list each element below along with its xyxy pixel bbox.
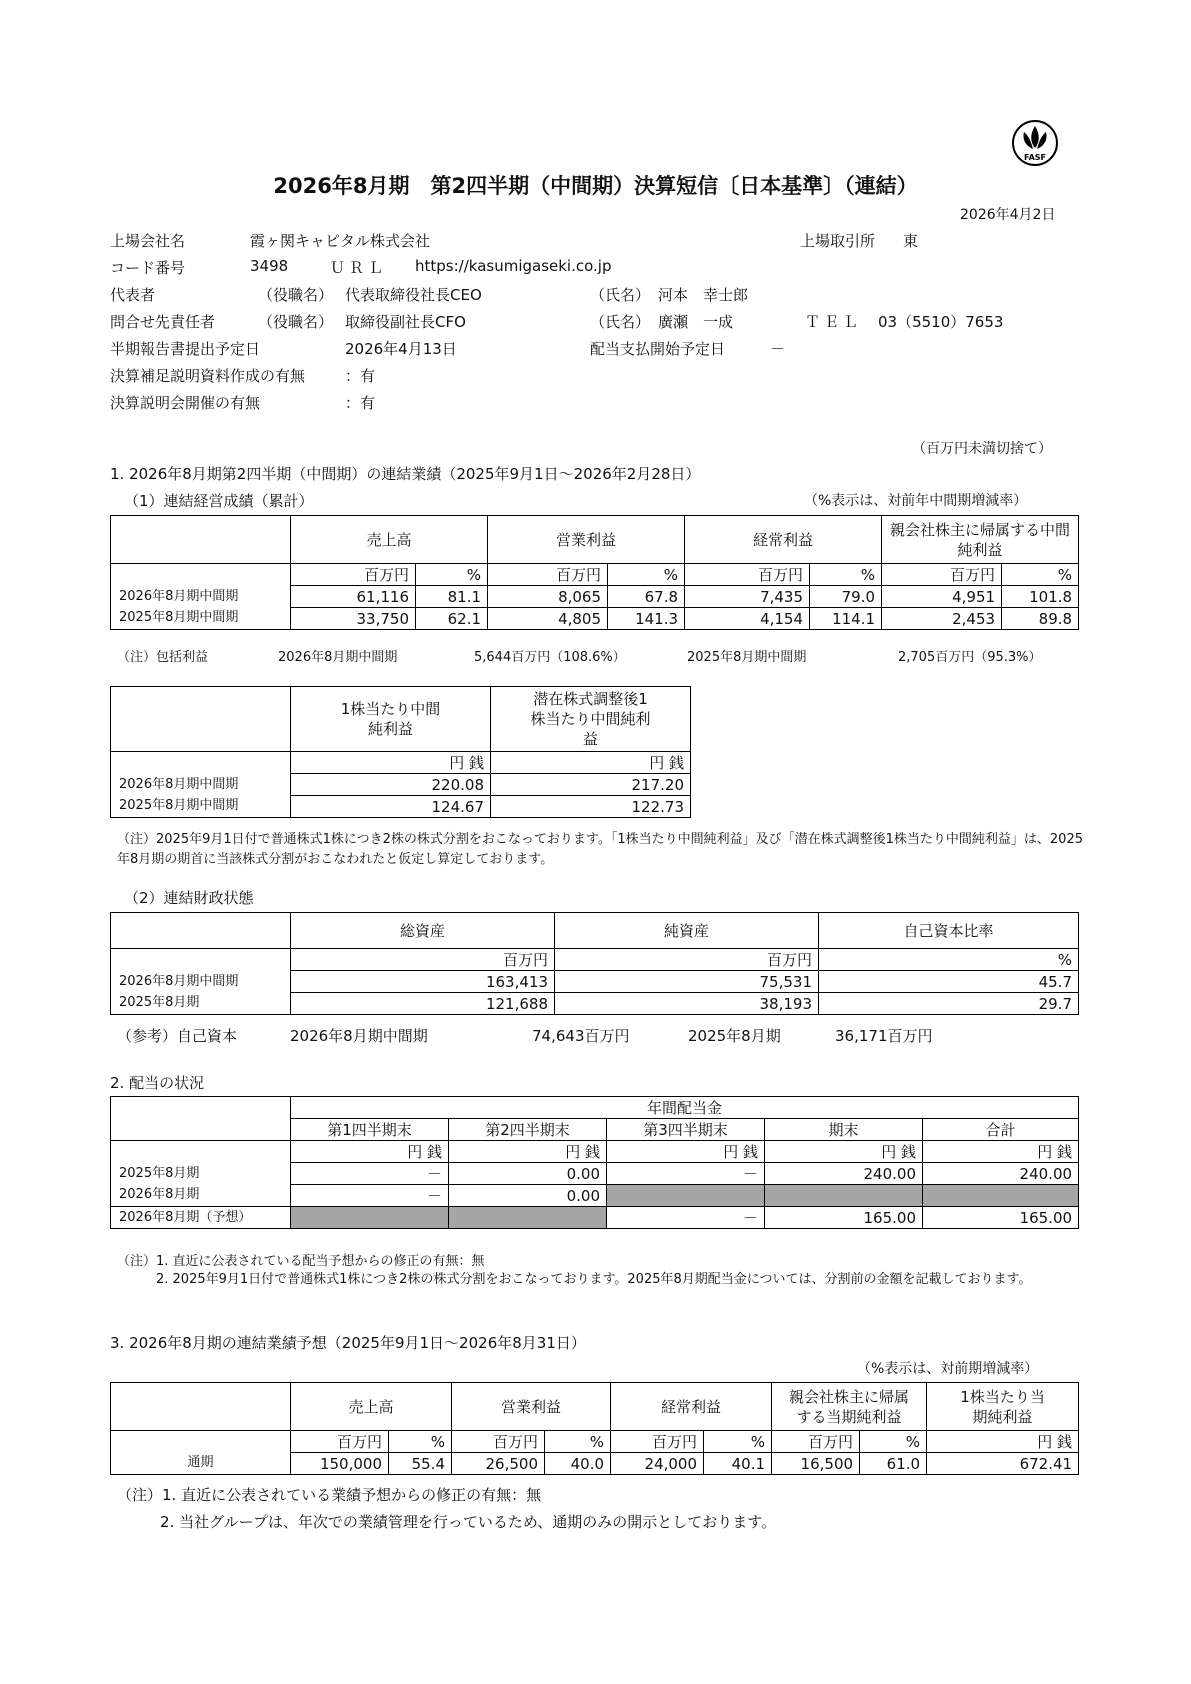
dividend-start-label: 配当支払開始予定日 xyxy=(590,340,726,358)
results-header-operating: 営業利益 xyxy=(488,516,685,564)
table-cell: 81.1 xyxy=(416,586,488,608)
div-header-ye: 期末 xyxy=(765,1119,923,1141)
exchange-value: 東 xyxy=(903,232,919,250)
table-cell: 45.7 xyxy=(819,971,1079,993)
results-header-sales: 売上高 xyxy=(291,516,488,564)
tel-value: 03（5510）7653 xyxy=(878,313,1004,331)
div-header-q1: 第1四半期末 xyxy=(291,1119,449,1141)
comp-income-label: （注）包括利益 xyxy=(117,650,209,665)
rep-name: 河本 幸士郎 xyxy=(658,286,749,304)
unit-row-blank xyxy=(111,949,291,971)
unit-cell: 円 銭 xyxy=(765,1141,923,1163)
unit-cell: 百万円 xyxy=(291,1431,389,1453)
contact-role: 取締役副社長CFO xyxy=(345,313,466,331)
div-header-blank xyxy=(111,1097,291,1119)
contact-label: 問合せ先責任者 xyxy=(110,313,216,331)
table-cell: 38,193 xyxy=(555,993,819,1015)
unit-cell: 円 銭 xyxy=(291,752,491,774)
results-header-blank xyxy=(111,516,291,564)
fin-header-ratio: 自己資本比率 xyxy=(819,913,1079,949)
results-header-net: 親会社株主に帰属する中間純利益 xyxy=(882,516,1079,564)
div-header-total: 合計 xyxy=(923,1119,1079,1141)
table-cell: 40.0 xyxy=(545,1453,611,1475)
table-cell: 150,000 xyxy=(291,1453,389,1475)
table-cell: 240.00 xyxy=(765,1163,923,1185)
div-note1: （注）1. 直近に公表されている配当予想からの修正の有無：無 xyxy=(117,1254,485,1269)
unit-cell: % xyxy=(819,949,1079,971)
rep-role: 代表取締役社長CEO xyxy=(345,286,482,304)
table-row xyxy=(111,1163,1079,1185)
table-cell: 40.1 xyxy=(704,1453,772,1475)
table-cell: 220.08 xyxy=(291,774,491,796)
table-row xyxy=(111,1207,1079,1229)
table-cell: 62.1 xyxy=(416,608,488,630)
fc-header-eps: 1株当たり当期純利益 xyxy=(927,1383,1079,1431)
table-row xyxy=(111,608,1079,630)
report-label: 半期報告書提出予定日 xyxy=(110,340,261,358)
unit-cell: 百万円 xyxy=(555,949,819,971)
ref-equity-period1: 2026年8月期中間期 xyxy=(290,1027,428,1045)
table-cell: 0.00 xyxy=(449,1185,607,1207)
section3-heading: 3. 2026年8月期の連結業績予想（2025年9月1日～2026年8月31日） xyxy=(110,1334,586,1352)
rep-role-label: （役職名） xyxy=(258,286,334,304)
table-cell: 7,435 xyxy=(685,586,810,608)
unit-cell: 百万円 xyxy=(488,564,608,586)
unit-cell: % xyxy=(608,564,685,586)
section1-sub1: （1）連結経営成績（累計） xyxy=(124,492,314,510)
table-cell: 4,154 xyxy=(685,608,810,630)
table-cell: － xyxy=(291,1185,449,1207)
row-label: 2026年8月期 xyxy=(111,1185,291,1207)
tel-label: ＴＥＬ xyxy=(805,313,863,331)
ref-equity-value1: 74,643百万円 xyxy=(532,1027,630,1045)
shaded-cell xyxy=(765,1185,923,1207)
table-cell: 16,500 xyxy=(772,1453,860,1475)
table-cell: 33,750 xyxy=(291,608,416,630)
table-cell: 114.1 xyxy=(810,608,882,630)
brief-label: 決算説明会開催の有無 xyxy=(110,394,261,412)
logo-text: FASF xyxy=(1024,153,1046,162)
fc-header-ordinary: 経常利益 xyxy=(611,1383,772,1431)
table-cell: 240.00 xyxy=(923,1163,1079,1185)
div-header-q3: 第3四半期末 xyxy=(607,1119,765,1141)
table-cell: 124.67 xyxy=(291,796,491,818)
fc-note1: （注）1. 直近に公表されている業績予想からの修正の有無：無 xyxy=(117,1486,542,1504)
contact-name-label: （氏名） xyxy=(590,313,651,331)
dividend-table xyxy=(110,1096,1079,1229)
financial-table xyxy=(110,912,1079,1015)
eps-header-blank xyxy=(111,687,291,752)
dividend-start-value: － xyxy=(770,340,786,358)
div-group-header: 年間配当金 xyxy=(291,1097,1079,1119)
table-cell: 29.7 xyxy=(819,993,1079,1015)
fin-header-assets: 総資産 xyxy=(291,913,555,949)
unit-cell: 百万円 xyxy=(452,1431,545,1453)
unit-row-blank xyxy=(111,1141,291,1163)
supp-value: ：有 xyxy=(345,367,376,385)
fc-header-blank xyxy=(111,1383,291,1431)
eps-header-basic: 1株当たり中間純利益 xyxy=(291,687,491,752)
shaded-cell xyxy=(923,1185,1079,1207)
contact-role-label: （役職名） xyxy=(258,313,334,331)
table-cell: 165.00 xyxy=(765,1207,923,1229)
fin-header-netassets: 純資産 xyxy=(555,913,819,949)
fc-header-net: 親会社株主に帰属する当期純利益 xyxy=(772,1383,927,1431)
table-row xyxy=(111,774,691,796)
table-cell: － xyxy=(607,1163,765,1185)
table-cell: 2,453 xyxy=(882,608,1002,630)
table-cell: 672.41 xyxy=(927,1453,1079,1475)
unit-cell: 円 銭 xyxy=(291,1141,449,1163)
table-row xyxy=(111,586,1079,608)
unit-cell: % xyxy=(810,564,882,586)
unit-cell: 円 銭 xyxy=(923,1141,1079,1163)
section2-heading: 2. 配当の状況 xyxy=(110,1074,205,1092)
shaded-cell xyxy=(607,1185,765,1207)
table-cell: 122.73 xyxy=(491,796,691,818)
code-value: 3498 xyxy=(250,257,289,275)
shaded-cell xyxy=(291,1207,449,1229)
fc-note2: 2. 当社グループは、年次での業績管理を行っているため、通期のみの開示としております。 xyxy=(160,1513,777,1531)
table-cell: 163,413 xyxy=(291,971,555,993)
table-cell: 121,688 xyxy=(291,993,555,1015)
results-table xyxy=(110,515,1079,630)
unit-cell: % xyxy=(704,1431,772,1453)
comp-income-value2: 2,705百万円（95.3%） xyxy=(898,650,1042,665)
table-row xyxy=(111,993,1079,1015)
table-cell: 61.0 xyxy=(860,1453,927,1475)
ref-equity-value2: 36,171百万円 xyxy=(835,1027,933,1045)
table-cell: － xyxy=(607,1207,765,1229)
table-cell: 61,116 xyxy=(291,586,416,608)
comp-income-value1: 5,644百万円（108.6%） xyxy=(474,650,626,665)
table-cell: 8,065 xyxy=(488,586,608,608)
row-label: 2025年8月期 xyxy=(111,1163,291,1185)
unit-cell: % xyxy=(545,1431,611,1453)
section1-sub2: （2）連結財政状態 xyxy=(124,889,254,907)
table-cell: 24,000 xyxy=(611,1453,704,1475)
row-label: 2026年8月期中間期 xyxy=(111,971,291,993)
row-label: 2026年8月期（予想） xyxy=(111,1207,291,1229)
table-cell: 4,805 xyxy=(488,608,608,630)
table-row xyxy=(111,796,691,818)
table-cell: 141.3 xyxy=(608,608,685,630)
url-value[interactable]: https://kasumigaseki.co.jp xyxy=(415,257,612,275)
document-date: 2026年4月2日 xyxy=(960,207,1056,223)
shaded-cell xyxy=(449,1207,607,1229)
ref-equity-label: （参考）自己資本 xyxy=(117,1027,238,1045)
unit-cell: 円 銭 xyxy=(927,1431,1079,1453)
table-cell: 79.0 xyxy=(810,586,882,608)
table-cell: 165.00 xyxy=(923,1207,1079,1229)
section1-sub1-note: （%表示は、対前年中間期増減率） xyxy=(804,493,1028,509)
section1-heading: 1. 2026年8月期第2四半期（中間期）の連結業績（2025年9月1日～2026年2月28日） xyxy=(110,465,701,483)
document-title: 2026年8月期 第2四半期（中間期）決算短信〔日本基準〕（連結） xyxy=(273,174,918,198)
eps-header-diluted: 潜在株式調整後1株当たり中間純利益 xyxy=(491,687,691,752)
table-cell: 67.8 xyxy=(608,586,685,608)
table-cell: 217.20 xyxy=(491,774,691,796)
eps-note: （注）2025年9月1日付で普通株式1株につき2株の株式分割をおこなっております。「1株当たり中間純利益」及び「潜在株式調整後1株当たり中間純利益」は、2025年8月期の期首に当該株式分割がおこなわれたと仮定し算定しております。 xyxy=(117,832,1083,867)
unit-row-blank xyxy=(111,1431,291,1453)
div-header-blank xyxy=(111,1119,291,1141)
comp-income-period2: 2025年8月期中間期 xyxy=(687,650,807,665)
unit-row-blank xyxy=(111,752,291,774)
unit-row-blank xyxy=(111,564,291,586)
unit-cell: 百万円 xyxy=(882,564,1002,586)
contact-name: 廣瀬 一成 xyxy=(658,313,734,331)
unit-cell: % xyxy=(416,564,488,586)
unit-cell: 円 銭 xyxy=(607,1141,765,1163)
table-row xyxy=(111,1453,1079,1475)
row-label: 2025年8月期中間期 xyxy=(111,796,291,818)
code-label: コード番号 xyxy=(110,259,186,277)
fin-header-blank xyxy=(111,913,291,949)
results-header-ordinary: 経常利益 xyxy=(685,516,882,564)
url-label: ＵＲＬ xyxy=(330,259,388,277)
exchange-label: 上場取引所 xyxy=(800,232,876,250)
fc-header-sales: 売上高 xyxy=(291,1383,452,1431)
unit-cell: % xyxy=(860,1431,927,1453)
fc-header-operating: 営業利益 xyxy=(452,1383,611,1431)
div-header-q2: 第2四半期末 xyxy=(449,1119,607,1141)
comp-income-period1: 2026年8月期中間期 xyxy=(278,650,398,665)
company-name: 霞ヶ関キャピタル株式会社 xyxy=(250,232,431,250)
fasf-logo xyxy=(1010,118,1060,168)
unit-cell: 百万円 xyxy=(685,564,810,586)
report-date: 2026年4月13日 xyxy=(345,340,457,358)
unit-cell: 円 銭 xyxy=(491,752,691,774)
company-label: 上場会社名 xyxy=(110,232,186,250)
unit-note: （百万円未満切捨て） xyxy=(912,441,1052,457)
unit-cell: % xyxy=(389,1431,452,1453)
eps-table xyxy=(110,686,691,818)
brief-value: ：有 xyxy=(345,394,376,412)
table-row xyxy=(111,1185,1079,1207)
div-note2: 2. 2025年9月1日付で普通株式1株につき2株の株式分割をおこなっております。2025年8月期配当金については、分割前の金額を記載しております。 xyxy=(156,1272,1032,1287)
unit-cell: % xyxy=(1002,564,1079,586)
table-cell: 0.00 xyxy=(449,1163,607,1185)
table-cell: 89.8 xyxy=(1002,608,1079,630)
table-cell: 101.8 xyxy=(1002,586,1079,608)
rep-label: 代表者 xyxy=(110,286,156,304)
table-row xyxy=(111,971,1079,993)
table-cell: － xyxy=(291,1163,449,1185)
section3-note: （%表示は、対前期増減率） xyxy=(857,1361,1039,1377)
row-label: 2025年8月期 xyxy=(111,993,291,1015)
unit-cell: 円 銭 xyxy=(449,1141,607,1163)
table-cell: 4,951 xyxy=(882,586,1002,608)
table-cell: 55.4 xyxy=(389,1453,452,1475)
supp-label: 決算補足説明資料作成の有無 xyxy=(110,367,306,385)
unit-cell: 百万円 xyxy=(291,949,555,971)
forecast-table xyxy=(110,1382,1079,1475)
row-label: 2025年8月期中間期 xyxy=(111,608,291,630)
unit-cell: 百万円 xyxy=(772,1431,860,1453)
unit-cell: 百万円 xyxy=(611,1431,704,1453)
table-cell: 26,500 xyxy=(452,1453,545,1475)
row-label: 通期 xyxy=(111,1453,291,1475)
row-label: 2026年8月期中間期 xyxy=(111,586,291,608)
ref-equity-period2: 2025年8月期 xyxy=(688,1027,781,1045)
table-cell: 75,531 xyxy=(555,971,819,993)
unit-cell: 百万円 xyxy=(291,564,416,586)
rep-name-label: （氏名） xyxy=(590,286,651,304)
row-label: 2026年8月期中間期 xyxy=(111,774,291,796)
